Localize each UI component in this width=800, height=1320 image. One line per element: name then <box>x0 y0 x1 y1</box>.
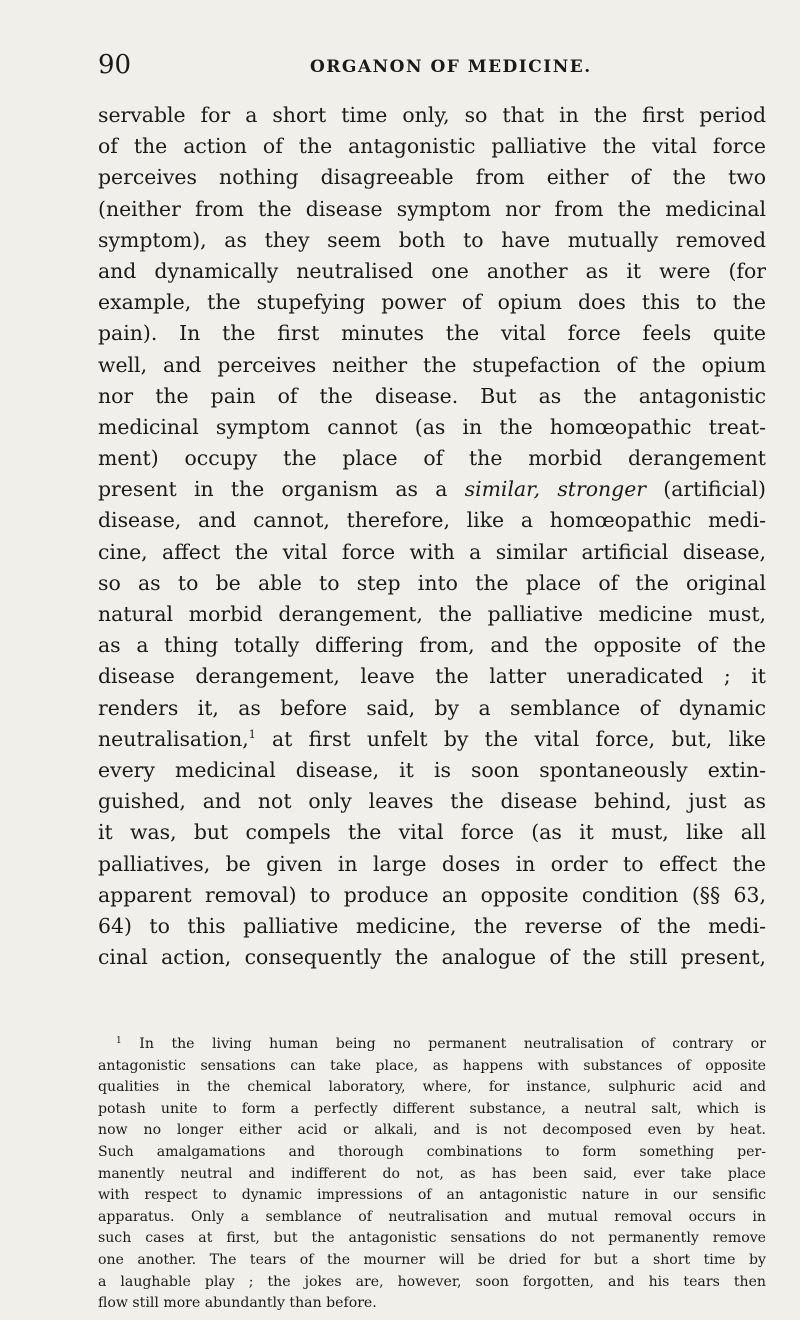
footnote-text: In the living human being no permanent neutralisation of contrary or <box>139 1036 766 1052</box>
text-line: servable for a short time only, so that in the first period <box>98 103 766 127</box>
footnote-line: Such amalgamations and thorough combinations to form something per- <box>98 1143 766 1160</box>
running-title: ORGANON OF MEDICINE. <box>310 57 592 77</box>
footnote-line <box>98 1034 766 1056</box>
text-line: pain). In the first minutes the vital force feels quite <box>98 321 766 346</box>
text-line: and dynamically neutralised one another as it were (for <box>98 258 766 283</box>
text-line: example, the stupefying power of opium does this to the <box>98 290 766 315</box>
italic-phrase: similar, stronger <box>464 477 647 502</box>
footnote-line: antagonistic sensations can take place, as happens with substances of opposite <box>98 1057 766 1074</box>
main-text <box>98 100 766 973</box>
text-line: 64) to this palliative medicine, the reverse of the medi- <box>98 913 766 938</box>
footnote-line: potash unite to form a perfectly different substance, a neutral salt, which is <box>98 1100 766 1117</box>
text-line: medicinal symptom cannot (as in the homœopathic treat- <box>98 414 766 439</box>
text-line: every medicinal disease, it is soon spontaneously extin- <box>98 757 766 782</box>
footnote-line: a laughable play ; the jokes are, however, soon forgotten, and his tears then <box>98 1273 766 1290</box>
footnote-line: with respect to dynamic impressions of an antagonistic nature in our sensific <box>98 1187 766 1204</box>
text-line-with-footnote-ref <box>98 724 766 755</box>
footnote-marker: 1 <box>116 1036 122 1046</box>
line-start: present in the organism as a <box>98 477 448 502</box>
footnote-line: such cases at first, but the antagonistic sensations do not permanently remove <box>98 1230 766 1247</box>
text-line: it was, but compels the vital force (as it must, like all <box>98 820 766 845</box>
footnote-line: apparatus. Only a semblance of neutralisation and mutual removal occurs in <box>98 1208 766 1225</box>
text-line: palliatives, be given in large doses in order to effect the <box>98 851 766 876</box>
footnote-reference[interactable]: 1 <box>248 727 256 741</box>
text-line: cinal action, consequently the analogue of the still present, <box>98 945 766 970</box>
text-line: perceives nothing disagreeable from either of the two <box>98 165 766 190</box>
line-end: at first unfelt by the vital force, but, like <box>272 726 766 751</box>
text-line: disease, and cannot, therefore, like a homœopathic medi- <box>98 508 766 533</box>
text-line: symptom), as they seem both to have mutually removed <box>98 227 766 252</box>
text-line: disease derangement, leave the latter uneradicated ; it <box>98 664 766 689</box>
footnote-line: flow still more abundantly than before. <box>98 1295 377 1312</box>
line-start: neutralisation, <box>98 726 249 751</box>
text-line: so as to be able to step into the place of the original <box>98 570 766 595</box>
text-line: as a thing totally differing from, and the opposite of the <box>98 633 766 658</box>
text-line: ment) occupy the place of the morbid derangement <box>98 446 766 471</box>
text-line: renders it, as before said, by a semblance of dynamic <box>98 695 766 720</box>
line-end: (artificial) <box>663 477 766 502</box>
text-line: of the action of the antagonistic palliative the vital force <box>98 134 766 159</box>
text-line: cine, affect the vital force with a similar artificial disease, <box>98 539 766 564</box>
text-line: well, and perceives neither the stupefaction of the opium <box>98 352 766 377</box>
text-line: apparent removal) to produce an opposite condition (§§ 63, <box>98 882 766 907</box>
footnote-line: one another. The tears of the mourner will be dried for but a short time by <box>98 1251 766 1268</box>
text-line: nor the pain of the disease. But as the antagonistic <box>98 383 766 408</box>
footnote-line: now no longer either acid or alkali, and is not decomposed even by heat. <box>98 1122 766 1139</box>
text-line: (neither from the disease symptom nor from the medicinal <box>98 196 766 221</box>
footnote-block <box>98 1034 766 1315</box>
page-header <box>0 42 800 82</box>
footnote-line: qualities in the chemical laboratory, where, for instance, sulphuric acid and <box>98 1079 766 1096</box>
text-line: guished, and not only leaves the disease behind, just as <box>98 789 766 814</box>
text-line-with-italics <box>98 474 766 505</box>
text-line: natural morbid derangement, the palliative medicine must, <box>98 602 766 626</box>
footnote-line: manently neutral and indifferent do not, as has been said, ever take place <box>98 1165 766 1182</box>
page-number: 90 <box>98 50 132 80</box>
